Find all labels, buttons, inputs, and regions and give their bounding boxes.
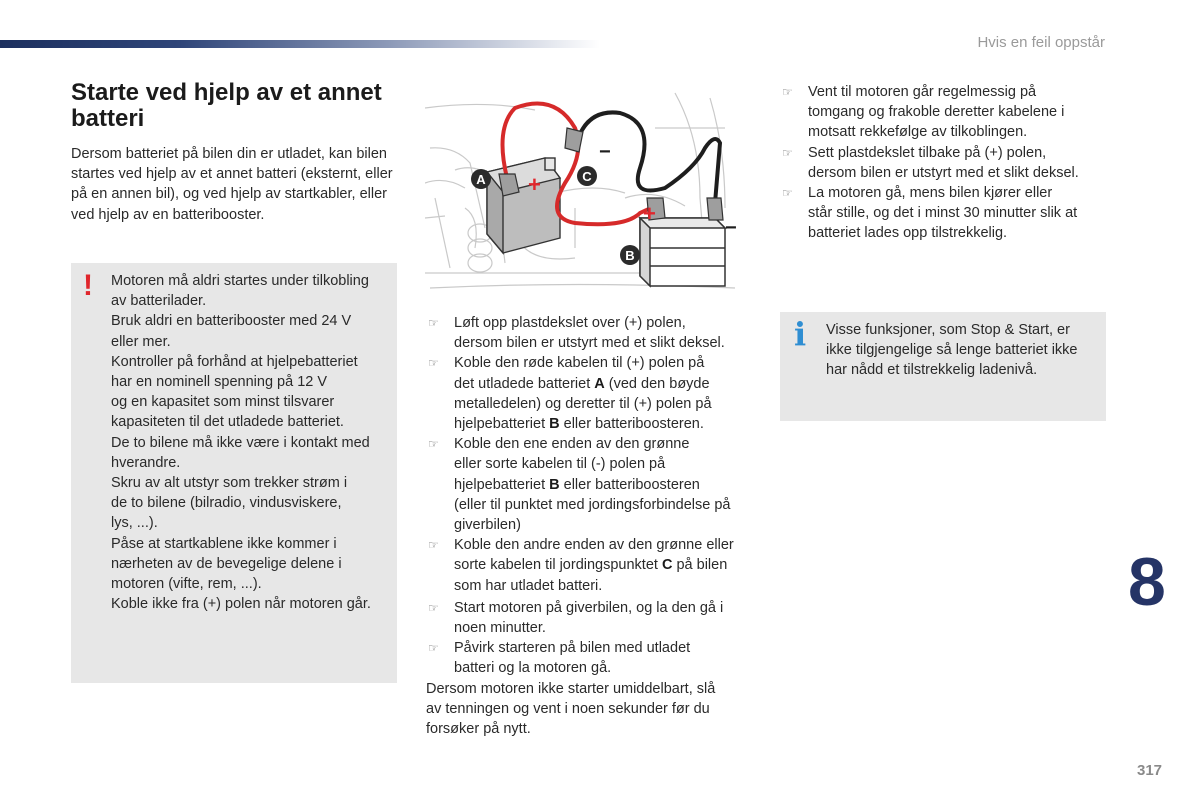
- warning-line: motoren (vifte, rem, ...).: [111, 576, 262, 593]
- step-line: batteri og la motoren gå.: [454, 660, 612, 677]
- pointing-hand-icon: ☞: [428, 641, 439, 656]
- list-item: [426, 598, 758, 638]
- plus-symbol: +: [643, 201, 656, 226]
- step-line: Koble den røde kabelen til (+) polen på: [454, 355, 705, 372]
- header-color-bar: [0, 40, 600, 48]
- step-text: hjelpebatteriet: [454, 416, 550, 433]
- step-line: tomgang og frakoble deretter kabelene i: [808, 104, 1065, 121]
- step-line: [454, 374, 758, 394]
- list-item: [780, 183, 1110, 244]
- jump-start-diagram: [425, 88, 745, 302]
- pointing-hand-icon: ☞: [782, 145, 793, 160]
- step-text: (ved den bøyde: [604, 375, 710, 392]
- closing-line: Dersom motoren ikke starter umiddelbart, slå: [426, 680, 716, 697]
- plus-symbol: +: [528, 172, 541, 197]
- intro-paragraph: Dersom batteriet på bilen din er utladet, kan bilen startes ved hjelp av et annet batteri (eksternt, eller på en annen bil), og ved hjelp av startkabler, eller ved hjelp av en batteribooster.: [71, 146, 393, 223]
- step-line: noen minutter.: [454, 620, 546, 637]
- discharged-battery: [487, 158, 560, 253]
- step-line: Koble den ene enden av den grønne: [454, 436, 690, 453]
- warning-line: av batterilader.: [111, 293, 207, 310]
- warning-line: kapasiteten til det utladede batteriet.: [111, 414, 344, 431]
- warning-line: Påse at startkablene ikke kommer i: [111, 535, 337, 552]
- pointing-hand-icon: ☞: [782, 186, 793, 201]
- intro-column: [71, 80, 401, 225]
- step-line: [454, 414, 758, 434]
- closing-line: forsøker på nytt.: [426, 721, 531, 738]
- pointing-hand-icon: ☞: [428, 600, 439, 615]
- step-line: [454, 555, 758, 575]
- step-line: som har utladet batteri.: [454, 577, 603, 594]
- warning-text: [111, 271, 393, 614]
- info-text: [826, 320, 1100, 381]
- warning-line: De to bilene må ikke være i kontakt med: [111, 434, 370, 451]
- warning-icon: !: [83, 269, 93, 302]
- svg-text:C: C: [582, 169, 592, 184]
- step-line: står stille, og det i minst 30 minutter slik at: [808, 205, 1078, 222]
- step-line: [454, 475, 758, 495]
- after-steps-list: [780, 82, 1110, 244]
- info-line: ikke tilgjengelige så lenge batteriet ikke: [826, 342, 1078, 359]
- step-line: Start motoren på giverbilen, og la den gå i: [454, 599, 724, 616]
- minus-symbol: −: [599, 141, 611, 163]
- step-line: Påvirk starteren på bilen med utladet: [454, 640, 691, 657]
- list-item: [780, 143, 1110, 183]
- battery-ref: A: [594, 375, 605, 392]
- warning-line: hverandre.: [111, 454, 181, 471]
- battery-ref: B: [549, 416, 560, 433]
- step-text: hjelpebatteriet: [454, 476, 550, 493]
- step-text: eller batteriboosteren: [559, 476, 700, 493]
- list-item: [780, 82, 1110, 143]
- warning-line: lys, ...).: [111, 515, 158, 532]
- step-line: Løft opp plastdekslet over (+) polen,: [454, 315, 686, 331]
- warning-box: [71, 263, 397, 683]
- info-line: har nådd et tilstrekkelig ladenivå.: [826, 362, 1038, 379]
- step-line: dersom bilen er utstyrt med et slikt deksel.: [808, 164, 1079, 181]
- closing-paragraph: [426, 679, 758, 740]
- label-b: [620, 245, 640, 265]
- warning-line: har en nominell spenning på 12 V: [111, 374, 328, 391]
- page-number: 317: [1137, 762, 1163, 779]
- label-a: [471, 169, 491, 189]
- step-line: dersom bilen er utstyrt med et slikt deksel.: [454, 335, 725, 352]
- list-item: [426, 353, 758, 434]
- warning-line: eller mer.: [111, 333, 171, 350]
- warning-line: Koble ikke fra (+) polen når motoren går.: [111, 596, 371, 613]
- list-item: [426, 535, 758, 596]
- step-line: metalledelen) og deretter til (+) polen på: [454, 395, 712, 412]
- warning-line: de to bilene (bilradio, vindusviskere,: [111, 495, 342, 512]
- svg-text:A: A: [476, 172, 486, 187]
- step-line: Vent til motoren går regelmessig på: [808, 84, 1037, 100]
- list-item: [426, 313, 758, 353]
- step-line: motsatt rekkefølge av tilkoblingen.: [808, 124, 1028, 141]
- closing-line: av tenningen og vent i noen sekunder før du: [426, 700, 710, 717]
- warning-line: nærheten av de bevegelige delene i: [111, 555, 342, 572]
- svg-text:B: B: [625, 248, 635, 263]
- step-text: det utladede batteriet: [454, 375, 595, 392]
- step-line: Koble den andre enden av den grønne eller: [454, 537, 734, 554]
- step-line: giverbilen): [454, 517, 521, 534]
- step-text: sorte kabelen til jordingspunktet: [454, 557, 662, 574]
- info-icon: i: [794, 315, 807, 353]
- pointing-hand-icon: ☞: [428, 356, 439, 371]
- minus-symbol: −: [725, 217, 737, 239]
- pointing-hand-icon: ☞: [428, 316, 439, 330]
- ground-point-ref: C: [661, 557, 673, 574]
- black-cable: [575, 112, 720, 203]
- info-box: [780, 312, 1106, 421]
- step-line: eller sorte kabelen til (-) polen på: [454, 456, 666, 473]
- chapter-number: 8: [1128, 544, 1166, 620]
- step-line: La motoren gå, mens bilen kjører eller: [808, 185, 1053, 202]
- step-line: (eller til punktet med jordingsforbindelse på: [454, 496, 731, 513]
- warning-line: og en kapasitet som minst tilsvarer: [111, 394, 335, 411]
- step-text: på bilen: [672, 557, 728, 574]
- pointing-hand-icon: ☞: [782, 85, 793, 99]
- list-item: [426, 638, 758, 678]
- label-c: [577, 166, 597, 186]
- steps-list: [426, 313, 758, 739]
- info-line: Visse funksjoner, som Stop & Start, er: [826, 322, 1070, 338]
- step-line: batteriet lades opp tilstrekkelig.: [808, 225, 1008, 242]
- page-title: Starte ved hjelp av et annet batteri: [71, 79, 382, 132]
- booster-battery: [640, 218, 725, 286]
- warning-line: Skru av alt utstyr som trekker strøm i: [111, 475, 348, 492]
- battery-ref: B: [549, 476, 560, 493]
- warning-line: Motoren må aldri startes under tilkobling: [111, 273, 369, 289]
- warning-line: Bruk aldri en batteribooster med 24 V: [111, 313, 352, 330]
- step-text: eller batteriboosteren.: [559, 416, 704, 433]
- pointing-hand-icon: ☞: [428, 538, 439, 553]
- pointing-hand-icon: ☞: [428, 437, 439, 452]
- step-line: Sett plastdekslet tilbake på (+) polen,: [808, 144, 1047, 161]
- warning-line: Kontroller på forhånd at hjelpebatteriet: [111, 353, 358, 370]
- list-item: [426, 434, 758, 535]
- section-header: Hvis en feil oppstår: [977, 34, 1105, 51]
